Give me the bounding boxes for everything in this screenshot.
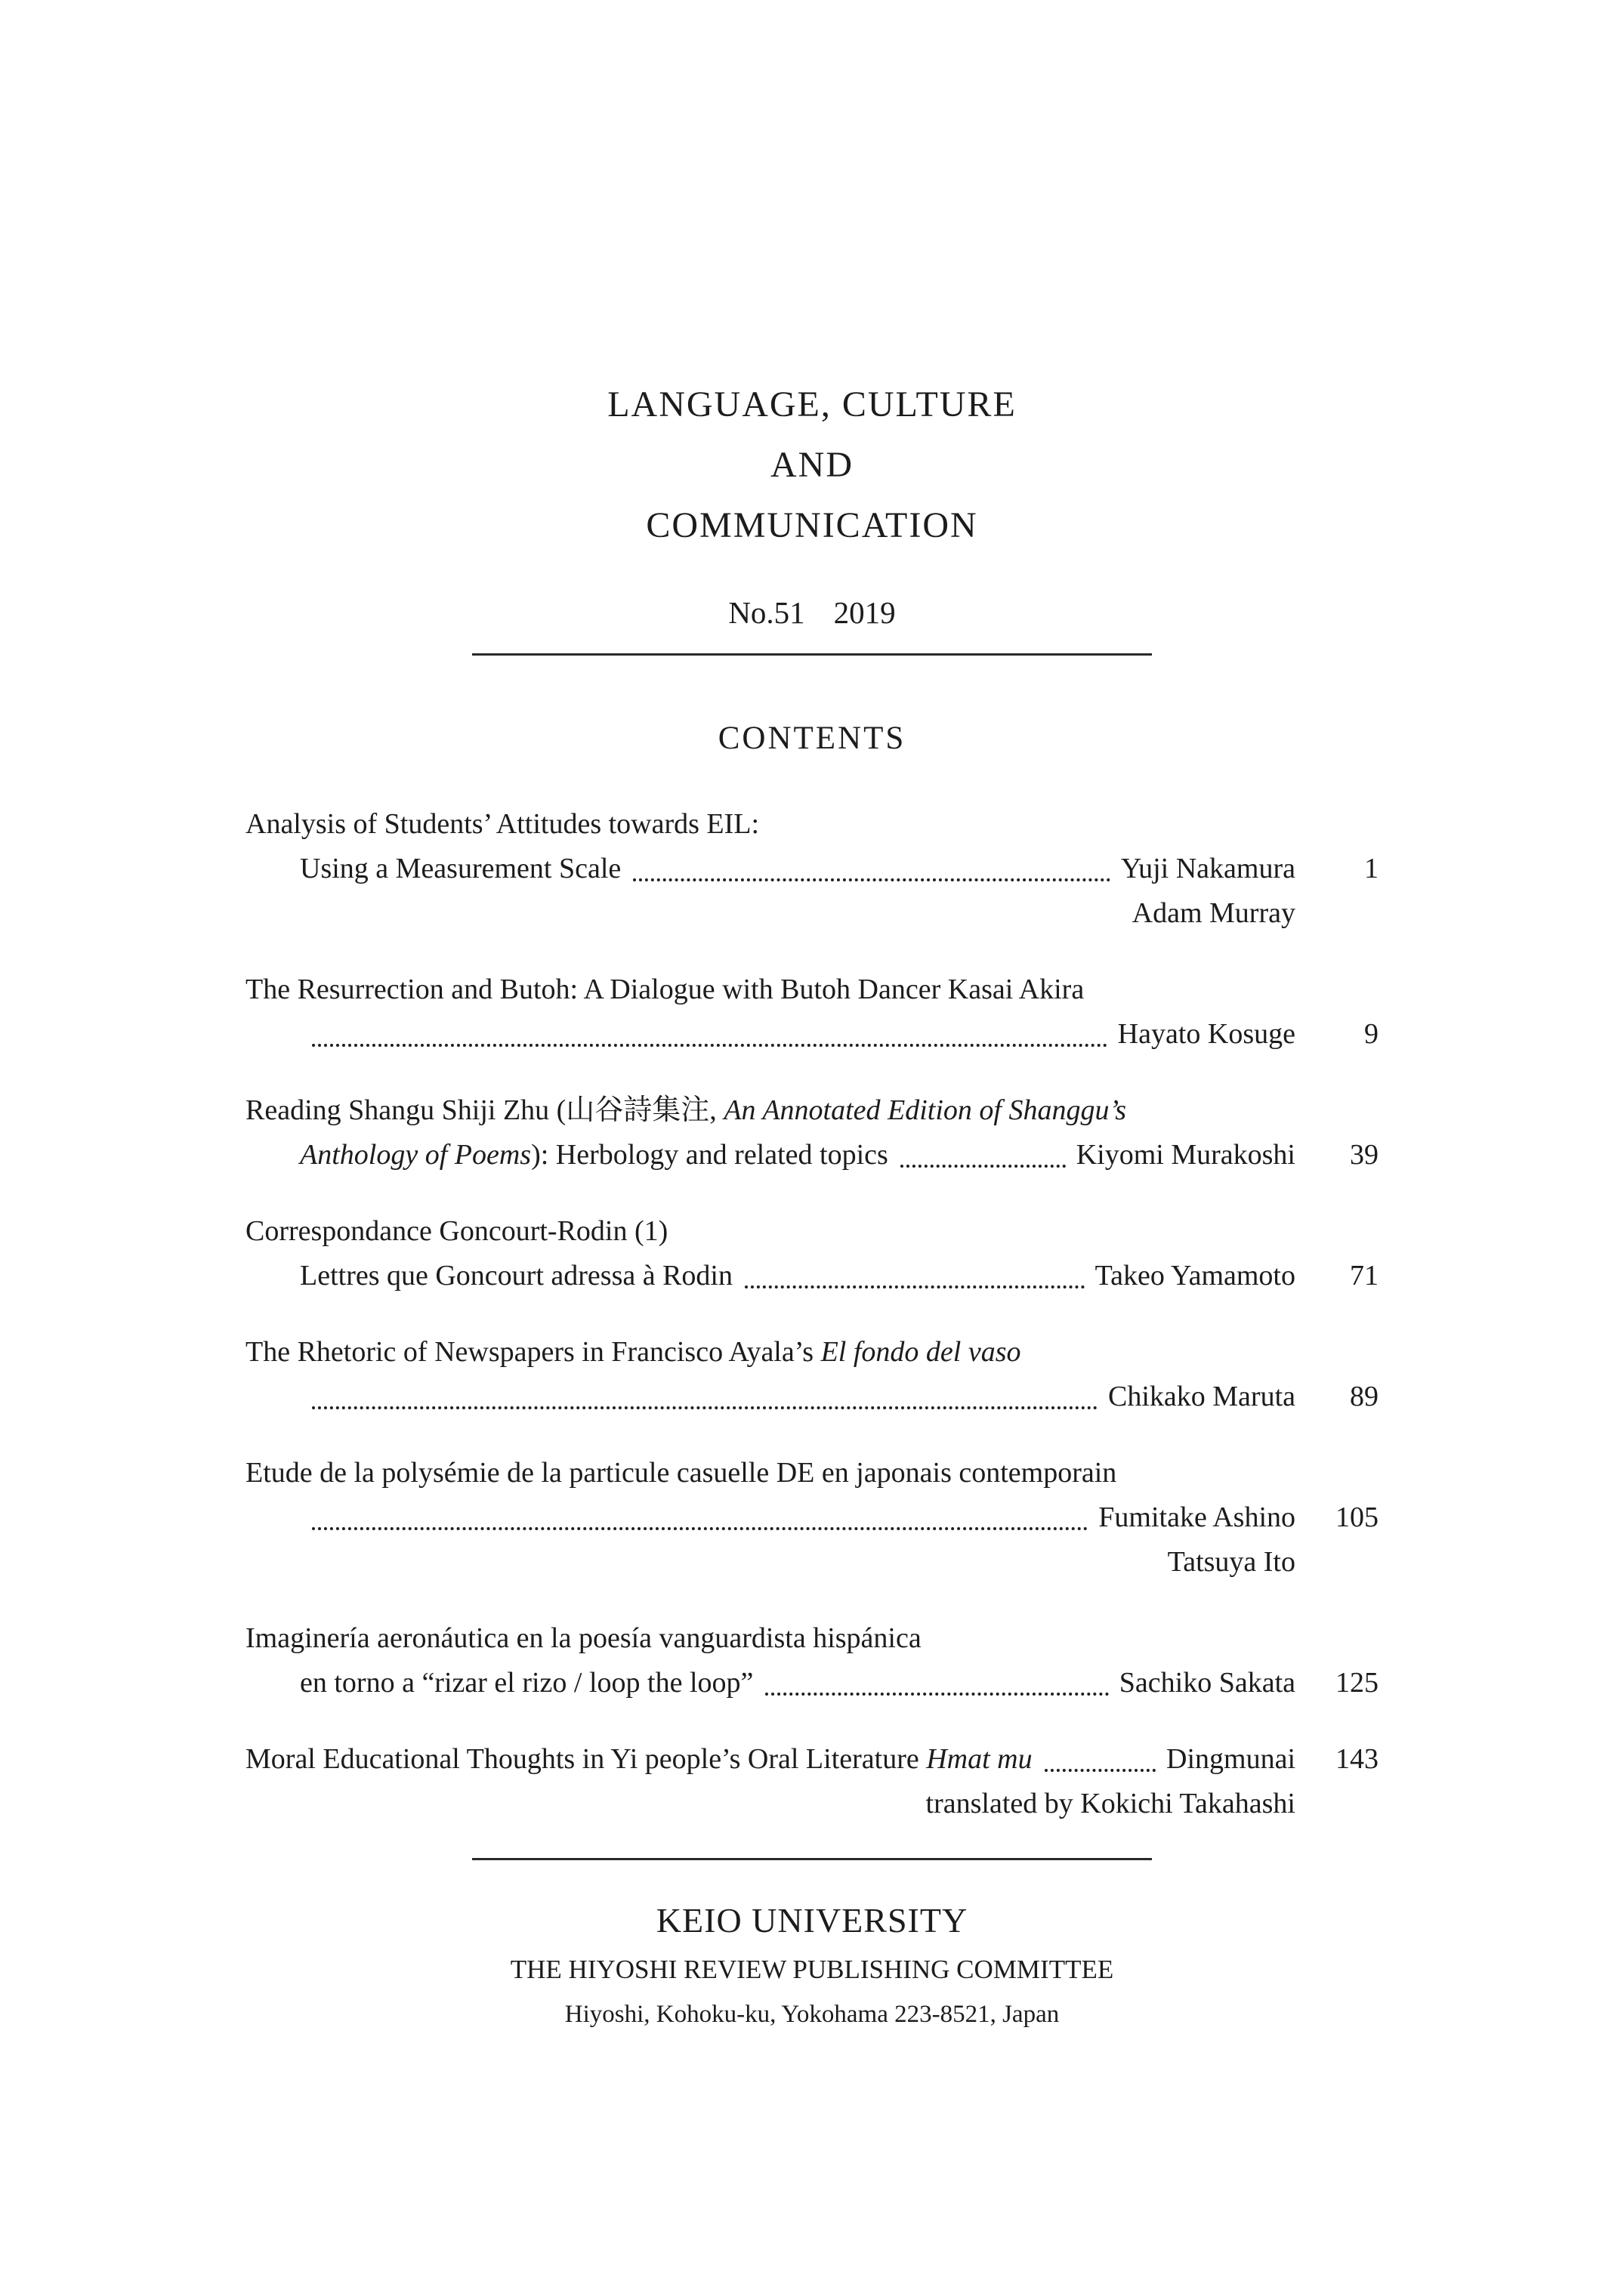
toc-page-number: 39 bbox=[1350, 1139, 1379, 1171]
toc-entry bbox=[245, 802, 1379, 936]
page-content bbox=[245, 0, 1379, 2032]
toc-line bbox=[245, 1540, 1379, 1585]
leader-dots bbox=[633, 878, 1110, 881]
toc-author: Kiyomi Murakoshi bbox=[1076, 1139, 1295, 1171]
leader-dots bbox=[900, 1165, 1066, 1168]
journal-title-line-1: LANGUAGE, CULTURE bbox=[607, 384, 1017, 424]
toc-entry-text-roman: Reading Shangu Shiji Zhu (山谷詩集注, bbox=[245, 1094, 724, 1126]
toc-entry-text bbox=[245, 1088, 1126, 1133]
contents-heading: CONTENTS bbox=[718, 721, 906, 756]
toc-page-number: 105 bbox=[1335, 1501, 1379, 1533]
toc-entry-text-roman: Etude de la polysémie de la particule casuelle DE en japonais contemporain bbox=[245, 1457, 1117, 1489]
toc-author: Hayato Kosuge bbox=[1117, 1018, 1295, 1050]
toc-entry-text bbox=[300, 1133, 888, 1177]
bottom-divider bbox=[472, 1858, 1152, 1860]
toc-entry-text bbox=[245, 1330, 1020, 1375]
toc-entry-text bbox=[300, 1254, 733, 1298]
leader-dots bbox=[765, 1693, 1108, 1696]
toc-entry-text-roman: Using a Measurement Scale bbox=[300, 853, 622, 884]
toc-author: translated by Kokichi Takahashi bbox=[925, 1788, 1295, 1819]
toc-entry-text-italic: An Annotated Edition of Shanggu’s bbox=[724, 1094, 1127, 1126]
toc-entry-text-roman: Imaginería aeronáutica en la poesía vanguardista hispánica bbox=[245, 1622, 922, 1654]
toc-author: Tatsuya Ito bbox=[1167, 1546, 1295, 1578]
toc-entry bbox=[245, 1451, 1379, 1585]
journal-title-line-3: COMMUNICATION bbox=[646, 505, 978, 545]
toc-line bbox=[245, 802, 1379, 847]
toc-entry-text-roman: The Rhetoric of Newspapers in Francisco Ayala’s bbox=[245, 1336, 821, 1368]
toc-list bbox=[245, 802, 1379, 1826]
toc-entry-text-roman: The Resurrection and Butoh: A Dialogue with Butoh Dancer Kasai Akira bbox=[245, 974, 1085, 1005]
toc-entry bbox=[245, 1616, 1379, 1705]
toc-entry-text-italic: El fondo del vaso bbox=[820, 1336, 1021, 1368]
toc-entry-text bbox=[245, 1209, 668, 1254]
toc-entry-text-roman: Lettres que Goncourt adressa à Rodin bbox=[300, 1260, 733, 1292]
toc-entry bbox=[245, 1209, 1379, 1298]
toc-entry bbox=[245, 1088, 1379, 1177]
toc-entry-text bbox=[300, 1661, 753, 1705]
issue-number: No.51 bbox=[728, 595, 805, 630]
toc-entry-text bbox=[245, 968, 1084, 1012]
toc-page-number: 1 bbox=[1364, 853, 1379, 884]
toc-entry-text-roman: Correspondance Goncourt-Rodin (1) bbox=[245, 1215, 668, 1247]
toc-line bbox=[245, 1495, 1379, 1540]
publisher-committee: THE HIYOSHI REVIEW PUBLISHING COMMITTEE bbox=[510, 1955, 1114, 1984]
toc-entry-text bbox=[245, 1616, 922, 1661]
toc-entry-text-roman: ): Herbology and related topics bbox=[531, 1139, 888, 1171]
toc-entry bbox=[245, 1330, 1379, 1419]
toc-entry-text bbox=[300, 847, 621, 891]
leader-dots bbox=[312, 1044, 1107, 1047]
toc-author: Dingmunai bbox=[1166, 1743, 1295, 1775]
toc-entry-text bbox=[245, 802, 759, 847]
toc-line bbox=[245, 1088, 1379, 1133]
toc-entry-text bbox=[245, 1737, 1033, 1782]
issue-year: 2019 bbox=[833, 595, 896, 630]
leader-dots bbox=[312, 1406, 1098, 1409]
toc-entry-text-italic: Hmat mu bbox=[926, 1743, 1033, 1775]
toc-line bbox=[245, 1330, 1379, 1375]
toc-page-number: 125 bbox=[1335, 1667, 1379, 1699]
toc-entry-text-italic: Anthology of Poems bbox=[300, 1139, 532, 1171]
leader-dots bbox=[745, 1285, 1085, 1288]
toc-entry bbox=[245, 1737, 1379, 1826]
toc-page-number: 71 bbox=[1350, 1260, 1379, 1292]
toc-line bbox=[245, 847, 1379, 891]
toc-line bbox=[245, 1661, 1379, 1705]
toc-line bbox=[245, 1737, 1379, 1782]
top-divider bbox=[472, 653, 1152, 656]
leader-dots bbox=[312, 1527, 1088, 1530]
toc-line bbox=[245, 1012, 1379, 1057]
leader-dots bbox=[1045, 1769, 1156, 1772]
toc-author: Takeo Yamamoto bbox=[1095, 1260, 1295, 1292]
toc-page-number: 9 bbox=[1364, 1018, 1379, 1050]
toc-line bbox=[245, 1133, 1379, 1177]
toc-entry-text-roman: Analysis of Students’ Attitudes towards EIL: bbox=[245, 808, 760, 840]
toc-entry-text-roman: Moral Educational Thoughts in Yi people’s Oral Literature bbox=[245, 1743, 927, 1775]
toc-author: Yuji Nakamura bbox=[1120, 853, 1295, 884]
toc-author: Adam Murray bbox=[1132, 897, 1295, 929]
toc-page-number: 89 bbox=[1350, 1381, 1379, 1412]
toc-line bbox=[245, 1375, 1379, 1419]
issue-line bbox=[245, 590, 1379, 635]
toc-entry-text bbox=[245, 1451, 1116, 1495]
journal-title-line-2: AND bbox=[770, 445, 854, 485]
toc-line bbox=[245, 1616, 1379, 1661]
journal-title bbox=[245, 375, 1379, 556]
publisher-university: KEIO UNIVERSITY bbox=[656, 1901, 968, 1940]
toc-entry-text-roman: en torno a “rizar el rizo / loop the loop” bbox=[300, 1667, 754, 1699]
toc-entry bbox=[245, 968, 1379, 1057]
toc-line bbox=[245, 968, 1379, 1012]
toc-line bbox=[245, 1451, 1379, 1495]
toc-page-number: 143 bbox=[1335, 1743, 1379, 1775]
publisher-footer bbox=[245, 1898, 1379, 2032]
toc-line bbox=[245, 1782, 1379, 1826]
toc-author: Sachiko Sakata bbox=[1119, 1667, 1295, 1699]
toc-author: Chikako Maruta bbox=[1107, 1381, 1295, 1412]
toc-line bbox=[245, 1254, 1379, 1298]
toc-author: Fumitake Ashino bbox=[1098, 1501, 1295, 1533]
publisher-address: Hiyoshi, Kohoku-ku, Yokohama 223-8521, Japan bbox=[564, 2001, 1060, 2028]
toc-line bbox=[245, 1209, 1379, 1254]
toc-line bbox=[245, 891, 1379, 936]
